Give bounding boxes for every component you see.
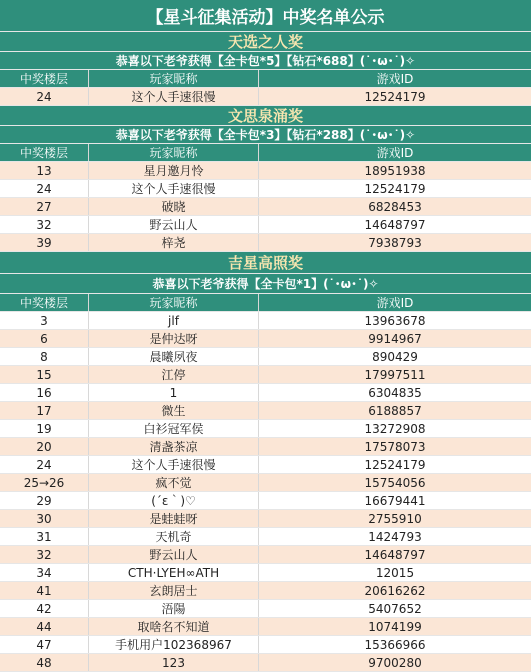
game-id-cell: 16679441 <box>364 493 426 508</box>
game-id-cell: 17578073 <box>364 439 426 454</box>
header-game-id: 游戏ID <box>376 146 414 160</box>
floor-cell: 48 <box>0 654 89 671</box>
table-row <box>0 180 531 198</box>
table-row <box>0 438 531 456</box>
table-row <box>0 366 531 384</box>
table-row <box>0 510 531 528</box>
nickname-cell: 手机用户102368967 <box>89 636 259 653</box>
floor-cell: 16 <box>0 384 89 401</box>
nickname-cell: 123 <box>89 654 259 671</box>
floor-cell: 25→26 <box>0 474 89 491</box>
page-title: 【星斗征集活动】中奖名单公示 <box>0 0 531 32</box>
section-prize-2: 恭喜以下老爷获得【全卡包*1】(˙･ω･˙)✧ <box>0 274 531 294</box>
game-id-cell: 13963678 <box>364 313 426 328</box>
game-id-cell: 14648797 <box>364 217 426 232</box>
header-game-id: 游戏ID <box>376 72 414 86</box>
table-row <box>0 582 531 600</box>
table-row <box>0 162 531 180</box>
game-id-cell: 12524179 <box>364 89 426 104</box>
game-id-cell: 12524179 <box>364 181 426 196</box>
nickname-cell: 这个人手速很慢 <box>89 88 259 105</box>
table-row <box>0 600 531 618</box>
nickname-cell: 梓尧 <box>89 234 259 251</box>
nickname-cell: 疯不觉 <box>89 474 259 491</box>
game-id-cell: 15366966 <box>364 637 426 652</box>
floor-cell: 34 <box>0 564 89 581</box>
table-row <box>0 474 531 492</box>
header-floor: 中奖楼层 <box>0 144 89 161</box>
game-id-cell: 12524179 <box>364 457 426 472</box>
table-row <box>0 384 531 402</box>
table-row <box>0 618 531 636</box>
floor-cell: 32 <box>0 546 89 563</box>
floor-cell: 8 <box>0 348 89 365</box>
table-row <box>0 312 531 330</box>
table-row <box>0 348 531 366</box>
floor-cell: 17 <box>0 402 89 419</box>
floor-cell: 31 <box>0 528 89 545</box>
nickname-cell: 1 <box>89 384 259 401</box>
game-id-cell: 15754056 <box>364 475 426 490</box>
game-id-cell: 20616262 <box>364 583 426 598</box>
game-id-cell: 890429 <box>372 349 418 364</box>
nickname-cell: 清盏茶凉 <box>89 438 259 455</box>
nickname-cell: jlf <box>89 312 259 329</box>
nickname-cell: 白衫冠军侯 <box>89 420 259 437</box>
floor-cell: 19 <box>0 420 89 437</box>
game-id-cell: 18951938 <box>364 163 426 178</box>
game-id-cell: 7938793 <box>368 235 422 250</box>
table-row <box>0 402 531 420</box>
nickname-cell: CTH·LYEH∞ATH <box>89 564 259 581</box>
header-game-id: 游戏ID <box>376 296 414 310</box>
nickname-cell: 微生 <box>89 402 259 419</box>
floor-cell: 30 <box>0 510 89 527</box>
header-floor: 中奖楼层 <box>0 70 89 87</box>
nickname-cell: 取啥名不知道 <box>89 618 259 635</box>
game-id-cell: 9700280 <box>368 655 422 670</box>
game-id-cell: 13272908 <box>364 421 426 436</box>
floor-cell: 6 <box>0 330 89 347</box>
table-header-1 <box>0 144 531 162</box>
nickname-cell: 江停 <box>89 366 259 383</box>
nickname-cell: 晨曦夙夜 <box>89 348 259 365</box>
floor-cell: 27 <box>0 198 89 215</box>
table-row <box>0 528 531 546</box>
table-row <box>0 420 531 438</box>
floor-cell: 24 <box>0 456 89 473</box>
floor-cell: 24 <box>0 88 89 105</box>
table-row <box>0 234 531 252</box>
nickname-cell: 天机奇 <box>89 528 259 545</box>
nickname-cell: 野云山人 <box>89 546 259 563</box>
header-nickname: 玩家昵称 <box>89 294 259 311</box>
game-id-cell: 6828453 <box>368 199 422 214</box>
game-id-cell: 2755910 <box>368 511 422 526</box>
game-id-cell: 14648797 <box>364 547 426 562</box>
table-row <box>0 546 531 564</box>
floor-cell: 13 <box>0 162 89 179</box>
floor-cell: 20 <box>0 438 89 455</box>
nickname-cell: 破晓 <box>89 198 259 215</box>
table-row <box>0 564 531 582</box>
nickname-cell: (´ε｀)♡ <box>89 492 259 509</box>
section-title-1: 文思泉涌奖 <box>0 106 531 126</box>
section-title-2: 吉星高照奖 <box>0 252 531 274</box>
nickname-cell: 野云山人 <box>89 216 259 233</box>
game-id-cell: 6304835 <box>368 385 422 400</box>
floor-cell: 24 <box>0 180 89 197</box>
section-title-0: 天选之人奖 <box>0 32 531 52</box>
floor-cell: 15 <box>0 366 89 383</box>
floor-cell: 42 <box>0 600 89 617</box>
nickname-cell: 玄朗居士 <box>89 582 259 599</box>
game-id-cell: 5407652 <box>368 601 422 616</box>
table-row <box>0 88 531 106</box>
game-id-cell: 12015 <box>375 565 415 580</box>
nickname-cell: 这个人手速很慢 <box>89 180 259 197</box>
nickname-cell: 是蛙蛙呀 <box>89 510 259 527</box>
table-row <box>0 216 531 234</box>
game-id-cell: 1074199 <box>368 619 422 634</box>
header-floor: 中奖楼层 <box>0 294 89 311</box>
floor-cell: 44 <box>0 618 89 635</box>
table-row <box>0 654 531 672</box>
table-header-2 <box>0 294 531 312</box>
nickname-cell: 是仲达呀 <box>89 330 259 347</box>
table-row <box>0 330 531 348</box>
table-row <box>0 636 531 654</box>
table-row <box>0 198 531 216</box>
table-header-0 <box>0 70 531 88</box>
nickname-cell: 这个人手速很慢 <box>89 456 259 473</box>
header-nickname: 玩家昵称 <box>89 70 259 87</box>
game-id-cell: 6188857 <box>368 403 422 418</box>
floor-cell: 41 <box>0 582 89 599</box>
table-row <box>0 456 531 474</box>
header-nickname: 玩家昵称 <box>89 144 259 161</box>
game-id-cell: 1424793 <box>368 529 422 544</box>
floor-cell: 29 <box>0 492 89 509</box>
section-prize-1: 恭喜以下老爷获得【全卡包*3】【钻石*288】(˙･ω･˙)✧ <box>0 126 531 144</box>
section-prize-0: 恭喜以下老爷获得【全卡包*5】【钻石*688】(˙･ω･˙)✧ <box>0 52 531 70</box>
floor-cell: 39 <box>0 234 89 251</box>
nickname-cell: 浯陽 <box>89 600 259 617</box>
game-id-cell: 9914967 <box>368 331 422 346</box>
floor-cell: 32 <box>0 216 89 233</box>
table-row <box>0 492 531 510</box>
floor-cell: 3 <box>0 312 89 329</box>
floor-cell: 47 <box>0 636 89 653</box>
nickname-cell: 星月邀月怜 <box>89 162 259 179</box>
game-id-cell: 17997511 <box>364 367 426 382</box>
